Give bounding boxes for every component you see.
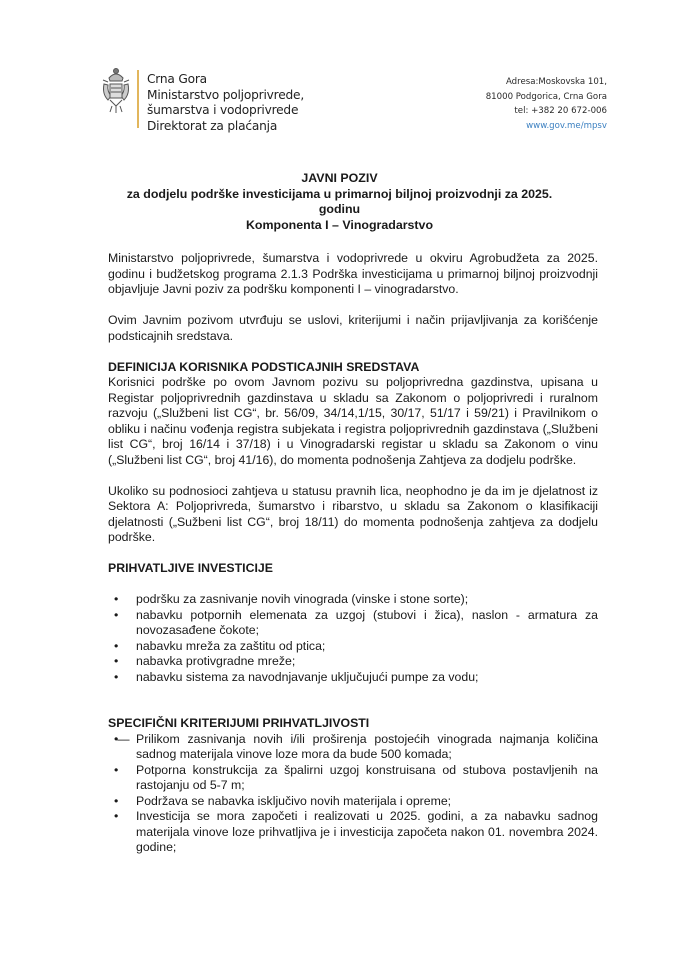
ministry-name-line2: šumarstva i vodoprivrede: [147, 103, 299, 117]
definition-heading: DEFINICIJA KORISNIKA PODSTICAJNIH SREDSTAVA: [108, 359, 420, 374]
intro-paragraph-1: Ministarstvo poljoprivrede, šumarstva i vodoprivrede u okviru Agrobudžeta za 2025. godinu i budžetskog programa 2.1.3 Podrška investicijama u primarnoj biljnoj proizvodnji objavljuje Javni poziv za podršku komponenti I – vinogradarstvo.: [108, 251, 598, 296]
definition-paragraph-2: Ukoliko su podnosioci zahtjeva u statusu pravnih lica, neophodno je da im je djelatnost iz Sektora A: Poljoprivreda, šumarstvo i ribarstvo, u skladu sa Zakonom o klasifikaciji djelatnosti („Sužbeni list CG“, broj 18/11) do momenta podnošenja zahtjeva za dodjelu podrške.: [108, 483, 598, 544]
list-item: • nabavku sistema za navodnjavanje uključujući pumpe za vodu;: [108, 670, 598, 686]
coat-of-arms-icon: [100, 66, 132, 118]
list-item: • nabavku potpornih elemenata za uzgoj (stubovi i žica), naslon - armatura za novozasađene čokote;: [108, 608, 598, 639]
title-line-3: godinu: [318, 202, 361, 216]
letterhead: [0, 0, 679, 150]
list-item: •— Prilikom zasnivanja novih i/ili proširenja postojećih vinograda najmanja količina sadnog materijala vinove loze mora da bude 500 komada;: [108, 732, 598, 763]
title-line-4: Komponenta I – Vinogradarstvo: [245, 217, 434, 232]
list-item: • Investicija se mora započeti i realizovati u 2025. godini, a za nabavku sadnog materijala vinove loze prihvatljiva je i investicija započeta nakon 01. novembra 2024. godine;: [108, 809, 598, 856]
city: 81000 Podgorica, Crna Gora: [485, 91, 607, 102]
investments-list: [108, 592, 598, 685]
phone: tel: +382 20 672-006: [514, 106, 607, 117]
criteria-heading: SPECIFIČNI KRITERIJUMI PRIHVATLJIVOSTI: [108, 716, 370, 730]
directorate-name: Direktorat za plaćanja: [147, 118, 278, 133]
list-item: • nabavka protivgradne mreže;: [108, 654, 598, 670]
definition-paragraph-1: Korisnici podrške po ovom Javnom pozivu su poljoprivredna gazdinstva, upisana u Registar poljoprivrednih gazdinstava u skladu sa Zakonom o poljoprivredi i ruralnom razvoju („Službeni list CG“, br. 56/09, 34/14,1/15, 30/17, 51/17 i 59/21) i Pravilnikom o obliku i načinu vođenja registra subjekata i registra poljoprivrednih gazdinstava („Službeni list CG“, broj 16/14 i 37/18) i u Vinogradarski registar u skladu sa Zakonom o vinu („Službeni list CG“, broj 41/16), do momenta podnošenja Zahtjeva za dodjelu podrške.: [108, 375, 598, 467]
intro-paragraph-2: Ovim Javnim pozivom utvrđuju se uslovi, kriterijumi i način prijavljivanja za korišćenje podsticajnih sredstava.: [108, 313, 598, 343]
list-item: • nabavku mreža za zaštitu od ptica;: [108, 639, 598, 655]
list-item: • podršku za zasnivanje novih vinograda (vinske i stone sorte);: [108, 592, 598, 608]
website-link[interactable]: www.gov.me/mpsv: [526, 120, 607, 131]
criteria-list: [108, 732, 598, 856]
list-item: • Potporna konstrukcija za špalirni uzgoj konstruisana od stubova postavljenih na rastojanju od 5-7 m;: [108, 763, 598, 794]
address: Adresa:Moskovska 101,: [505, 77, 607, 87]
title-line-1: JAVNI POZIV: [301, 171, 378, 185]
organization-name: [147, 72, 304, 134]
document-body: [108, 251, 598, 856]
investments-heading: PRIHVATLJIVE INVESTICIJE: [108, 561, 273, 575]
title-line-2: za dodjelu podrške investicijama u primarnoj biljnoj proizvodnji za 2025.: [126, 186, 553, 201]
document-title: [0, 171, 679, 233]
contact-block: [486, 75, 607, 133]
ministry-name-line1: Ministarstvo poljoprivrede,: [147, 87, 305, 102]
logo-divider: [137, 70, 139, 128]
list-item: • Podržava se nabavka isključivo novih materijala i opreme;: [108, 794, 598, 810]
country-name: Crna Gora: [147, 72, 207, 86]
